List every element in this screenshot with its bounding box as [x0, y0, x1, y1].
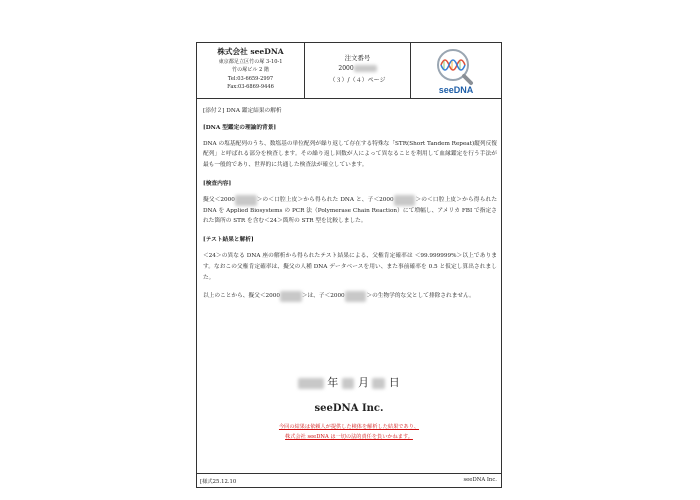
redacted-id [280, 291, 302, 302]
report-date: 年 月 日 [197, 374, 501, 390]
conclusion-paragraph: 以上のことから、擬父＜2000 ＞は、子＜2000 ＞の生物学的な父として排除されません。 [203, 291, 497, 302]
form-version: [様式25.12.10 [200, 479, 237, 485]
company-cell [197, 43, 305, 98]
order-number: 2000 [305, 65, 410, 72]
redacted-order [354, 65, 377, 72]
appendix-title: [添付２] DNA 鑑定結果の解析 [203, 108, 282, 114]
logo-text: seeDNA [438, 85, 474, 94]
order-cell [305, 43, 411, 98]
logo-cell [411, 43, 501, 98]
page-indicator: （３）/（４）ページ [329, 77, 386, 84]
redacted-month [342, 378, 355, 389]
company-address [197, 58, 304, 92]
disclaimer-line: 今回の結果は依頼人が提供した検体を解析した結果であり、 [278, 424, 420, 430]
signature: seeDNA Inc. [314, 403, 384, 414]
tel-line: Tel:03-6659-2997 [227, 75, 274, 82]
section-heading-background: [DNA 型鑑定の理論的背景] [203, 124, 277, 131]
order-label: 注文番号 [344, 54, 371, 62]
redacted-day [372, 378, 385, 389]
redacted-id [394, 195, 416, 206]
disclaimer-notice [197, 423, 501, 442]
content-paragraph: 擬父＜2000 ＞の＜口腔上皮＞から得られた DNA と、子＜2000 ＞の＜口腔上皮＞から得られた DNA を Applied Biosystems の PCR 法（Polymerase Chain Reaction）にて増幅し、アメリカ FBI で指定された箇所の STR を含む＜24＞箇所の STR 型を比較しました。 [203, 196, 498, 225]
section-heading-results: [テスト結果と解析] [203, 237, 254, 244]
page-footer [197, 473, 501, 489]
disclaimer-line: 株式会社 seeDNA は一切の法的責任を負いかねます。 [285, 433, 413, 440]
redacted-id [235, 195, 257, 206]
background-paragraph: DNA の塩基配列のうち、数塩基の単位配列が繰り返して存在する特殊な「STR(Short Tandem Repeat)縦列反復配列」と呼ばれる部分を検査します。その繰り返し回数が人によって異なることを利用して血縁鑑定を行う手法が最も一般的であり、世界的に共通した検査法が確立しています。 [203, 140, 497, 169]
company-name: 株式会社 seeDNA [217, 47, 284, 56]
report-body [203, 106, 497, 302]
section-heading-content: [検査内容] [203, 180, 232, 187]
header-table [197, 43, 501, 99]
fax-line: Fax:03-6869-9446 [227, 84, 274, 91]
redacted-id [345, 291, 367, 302]
address-line: 竹の塚ビル 2 階 [231, 67, 270, 74]
address-line: 東京都足立区竹の塚 3-10-1 [218, 59, 283, 65]
redacted-year [298, 378, 323, 389]
footer-company: seeDNA Inc. [463, 477, 497, 483]
report-page [196, 42, 502, 488]
seedna-logo-icon [431, 46, 481, 94]
results-paragraph: ＜24＞の異なる DNA 座の解析から得られたテスト結果による、父権肯定確率は ＜99.999999%＞以上であります。なおこの父権肯定確率は、擬父の人種 DNA データベースを用い、また事前確率を 0.5 と仮定し算出されました。 [203, 252, 497, 281]
